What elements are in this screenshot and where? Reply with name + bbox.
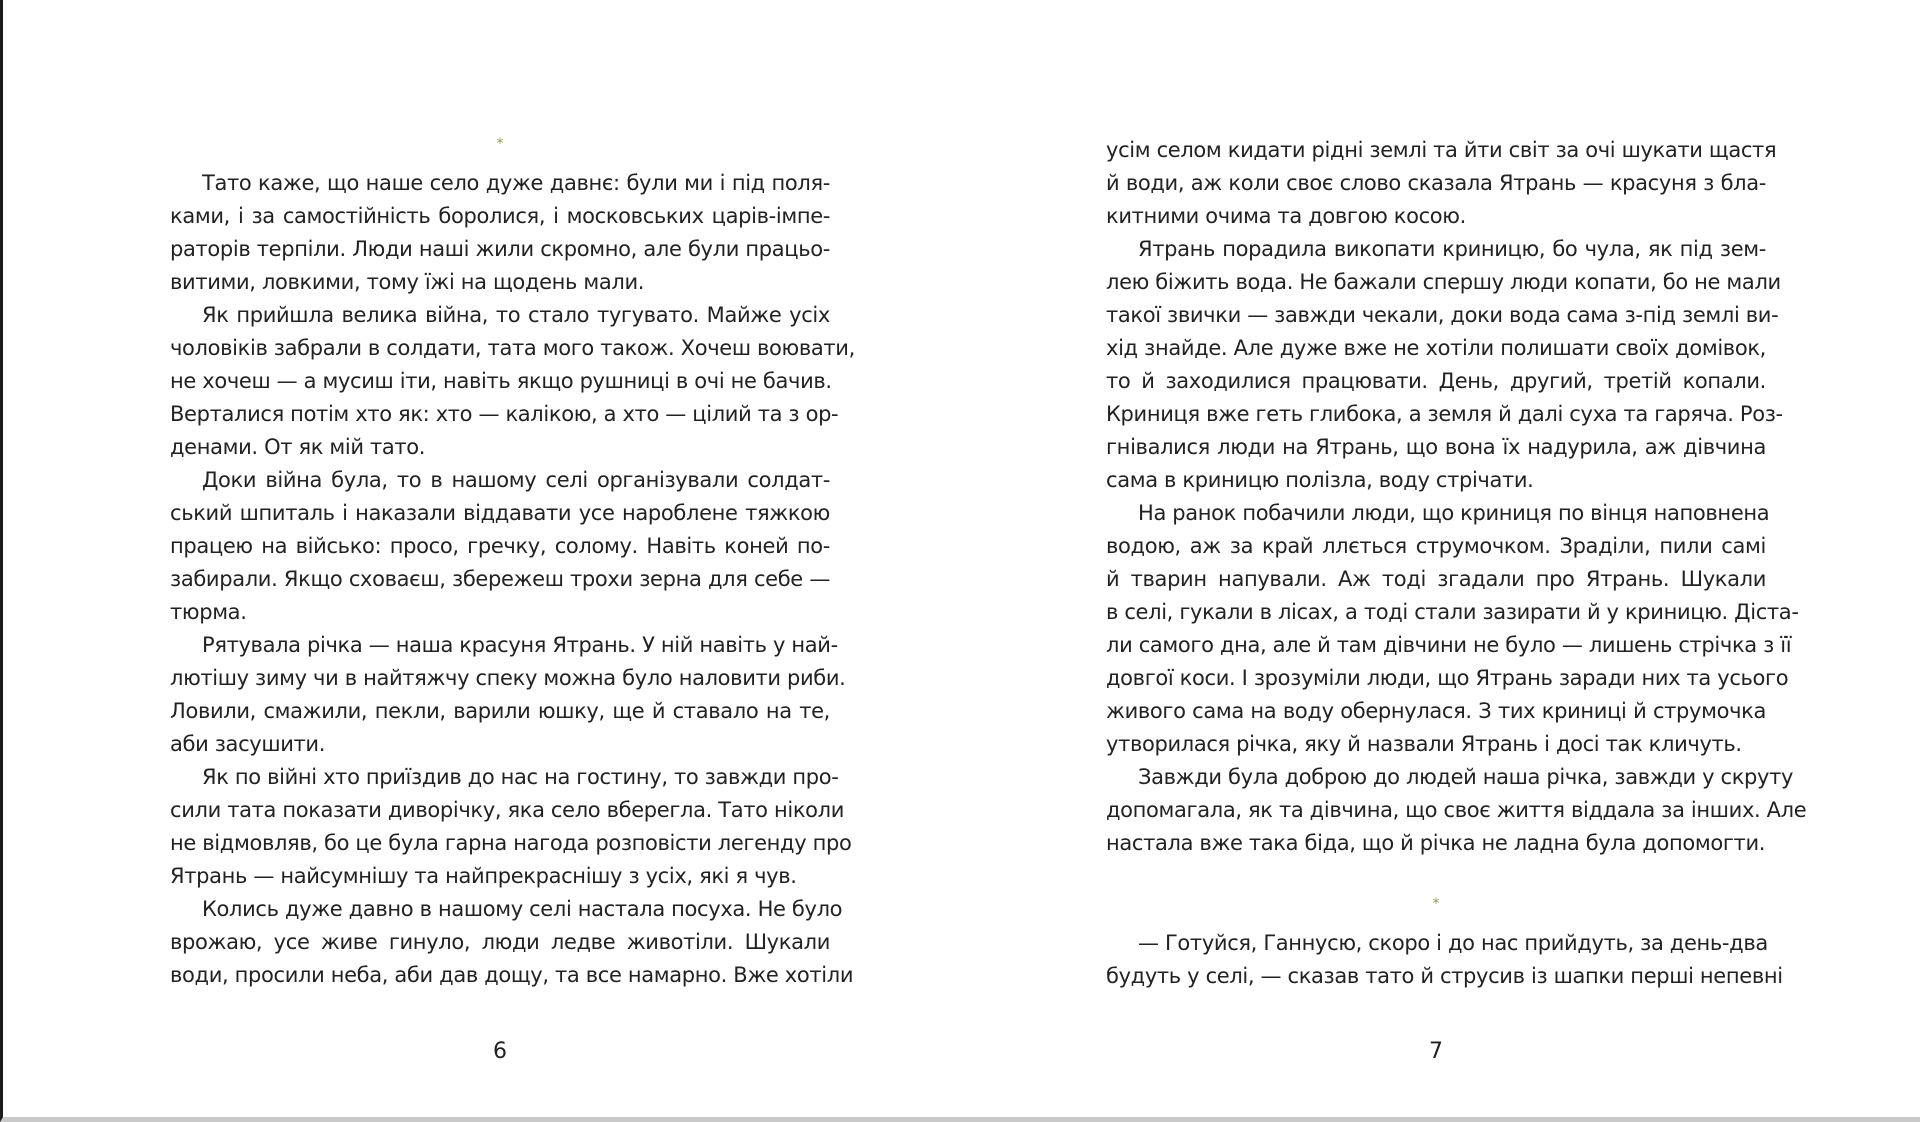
- text-line: не хочеш — а мусиш іти, навіть якщо рушниці в очі не бачив.: [170, 369, 832, 393]
- text-line: Верталися потім хто як: хто — калікою, а хто — цілий та з ор-: [170, 402, 839, 426]
- text-line: витими, ловкими, тому їжі на щодень мали.: [170, 270, 645, 294]
- text-line: Як по війні хто приїздив до нас на гостину, то завжди про-: [202, 765, 839, 789]
- right-page-text: [1106, 134, 1807, 860]
- paragraph: [170, 464, 830, 629]
- text-line: водою, аж за край ллється струмочком. Зраділи, пили самі: [1106, 534, 1766, 558]
- text-line: то й заходилися працювати. День, другий, третій копали.: [1106, 369, 1766, 393]
- text-line: гнівалися люди на Ятрань, що вона їх надурила, аж дівчина: [1106, 435, 1766, 459]
- text-line: Тато каже, що наше село дуже давнє: були ми і під поля-: [202, 171, 830, 195]
- right-page: [1106, 0, 1807, 1122]
- paragraph: [1106, 134, 1777, 233]
- text-line: Ловили, смажили, пекли, варили юшку, ще й ставало на те,: [170, 699, 830, 723]
- text-line: забирали. Якщо сховаєш, збережеш трохи зерна для себе —: [170, 567, 830, 591]
- text-line: води, просили неба, аби дав дощу, та все намарно. Вже хотіли: [170, 963, 854, 987]
- text-line: аби засушити.: [170, 732, 326, 756]
- text-line: ський шпиталь і наказали віддавати усе нароблене тяжкою: [170, 501, 830, 525]
- paragraph: [1106, 927, 1783, 993]
- page-number: 6: [493, 1039, 507, 1064]
- paragraph: [170, 299, 855, 464]
- text-line: довгої коси. І зрозуміли люди, що Ятрань заради них та усього: [1106, 666, 1789, 690]
- text-line: чоловіків забрали в солдати, тата мого також. Хочеш воювати,: [170, 336, 855, 360]
- text-line: Ятрань — найсумнішу та найпрекраснішу з усіх, які я чув.: [170, 864, 797, 888]
- text-line: раторів терпіли. Люди наші жили скромно, але були працьо-: [170, 237, 830, 261]
- text-line: ли самого дна, але й там дівчини не було — лишень стрічка з її: [1106, 633, 1792, 657]
- text-line: Завжди була доброю до людей наша річка, завжди у скруту: [1138, 765, 1794, 789]
- text-line: не відмовляв, бо це була гарна нагода розповісти легенду про: [170, 831, 852, 855]
- paragraph: [170, 629, 846, 761]
- text-line: — Готуйся, Ганнусю, скоро і до нас прийдуть, за день-два: [1138, 931, 1768, 955]
- text-line: усім селом кидати рідні землі та йти світ за очі шукати щастя: [1106, 138, 1777, 162]
- text-line: настала вже така біда, що й річка не ладна була допомогти.: [1106, 831, 1766, 855]
- text-line: Доки війна була, то в нашому селі організували солдат-: [202, 468, 830, 492]
- text-line: тюрма.: [170, 600, 247, 624]
- text-line: Як прийшла велика війна, то стало тугувато. Майже усіх: [202, 303, 830, 327]
- text-line: й води, аж коли своє слово сказала Ятрань — красуня з бла-: [1106, 171, 1766, 195]
- section-ornament: *: [1432, 896, 1440, 912]
- paragraph: [170, 893, 854, 992]
- text-line: денами. От як мій тато.: [170, 435, 426, 459]
- text-line: утворилася річка, яку й назвали Ятрань і досі так кличуть.: [1106, 732, 1742, 756]
- text-line: На ранок побачили люди, що криниця по вінця наповнена: [1138, 501, 1770, 525]
- text-line: Рятувала річка — наша красуня Ятрань. У ній навіть у най-: [202, 633, 838, 657]
- paragraph: [170, 167, 830, 299]
- text-line: Ятрань порадила викопати криницю, бо чула, як під зем-: [1138, 237, 1766, 261]
- text-line: в селі, гукали в лісах, а тоді стали зазирати й у криницю. Діста-: [1106, 600, 1799, 624]
- paragraph: [1106, 233, 1783, 497]
- text-line: сама в криницю полізла, воду стрічати.: [1106, 468, 1534, 492]
- paragraph: [170, 761, 852, 893]
- text-line: Колись дуже давно в нашому селі настала посуха. Не було: [202, 897, 843, 921]
- text-line: лею біжить вода. Не бажали спершу люди копати, бо не мали: [1106, 270, 1781, 294]
- text-line: живого сама на воду обернулася. З тих криниці й струмочка: [1106, 699, 1766, 723]
- paragraph: [1106, 761, 1807, 860]
- text-line: ками, і за самостійність боролися, і московських царів-імпе-: [170, 204, 830, 228]
- text-line: сили тата показати диворічку, яка село вберегла. Тато ніколи: [170, 798, 845, 822]
- text-line: працею на військо: просо, гречку, солому. Навіть коней по-: [170, 534, 830, 558]
- text-line: хід знайде. Але дуже вже не хотіли полишати своїх домівок,: [1106, 336, 1766, 360]
- text-line: будуть у селі, — сказав тато й струсив із шапки перші непевні: [1106, 964, 1783, 988]
- text-line: такої звички — завжди чекали, доки вода сама з-під землі ви-: [1106, 303, 1779, 327]
- text-line: допомагала, як та дівчина, що своє життя віддала за інших. Але: [1106, 798, 1807, 822]
- text-line: врожаю, усе живе гинуло, люди ледве животіли. Шукали: [170, 930, 830, 954]
- left-page-text: [170, 167, 855, 992]
- text-line: й тварин напували. Аж тоді згадали про Ятрань. Шукали: [1106, 567, 1766, 591]
- paragraph: [1106, 497, 1799, 761]
- page-number: 7: [1429, 1039, 1443, 1064]
- right-page-text-after-break: [1106, 927, 1783, 993]
- left-page: [170, 0, 855, 1122]
- text-line: китними очима та довгою косою.: [1106, 204, 1466, 228]
- section-ornament: *: [496, 136, 504, 152]
- text-line: Криниця вже геть глибока, а земля й далі суха та гаряча. Роз-: [1106, 402, 1783, 426]
- text-line: лютішу зиму чи в найтяжчу спеку можна було наловити риби.: [170, 666, 846, 690]
